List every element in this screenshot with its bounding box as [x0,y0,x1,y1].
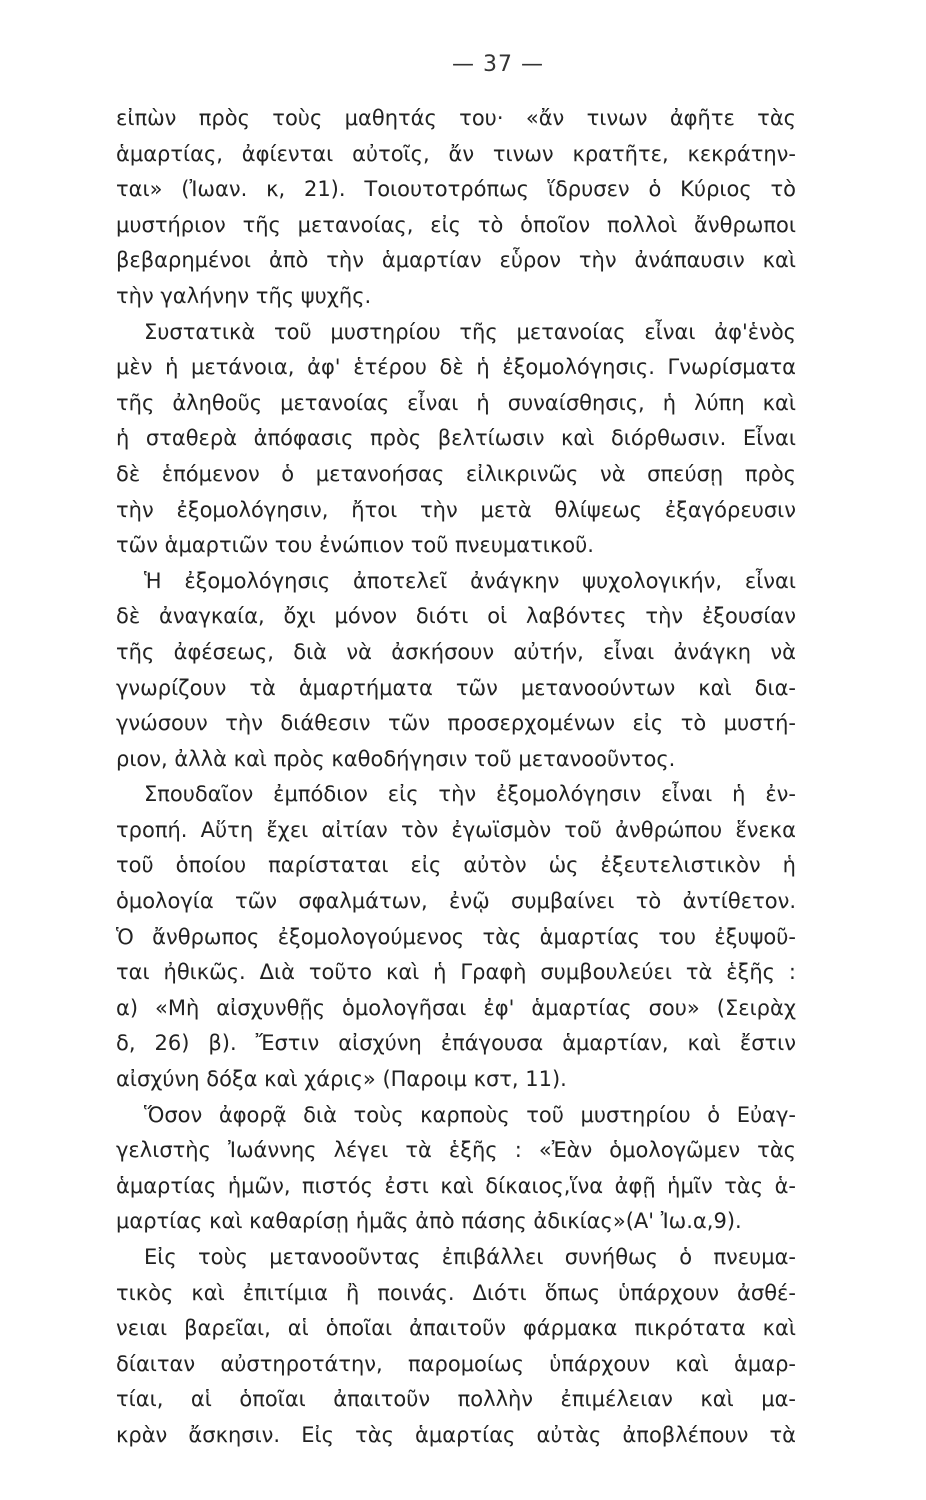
text-line: ριον, ἀλλὰ καὶ πρὸς καθοδήγησιν τοῦ μετανοοῦντος. [116,746,676,771]
text-line: δὲ ἑπόμενον ὁ μετανοήσας εἰλικρινῶς νὰ σπεύσῃ πρὸς [116,461,796,486]
text-line: ται ἠθικῶς. Διὰ τοῦτο καὶ ἡ Γραφὴ συμβουλεύει τὰ ἑξῆς : [116,960,796,985]
text-line: τὴν ἐξομολόγησιν, ἤτοι τὴν μετὰ θλίψεως ἐξαγόρευσιν [116,497,796,522]
text-line: κρὰν ἄσκησιν. Εἰς τὰς ἁμαρτίας αὐτὰς ἀποβλέπουν τὰ [116,1422,796,1447]
text-line: Εἰς τοὺς μετανοοῦντας ἐπιβάλλει συνήθως ὁ πνευμα- [144,1245,796,1269]
text-line: Συστατικὰ τοῦ μυστηρίου τῆς μετανοίας εἶναι ἀφ'ἑνὸς [144,319,796,344]
text-line: μυστήριον τῆς μετανοίας, εἰς τὸ ὁποῖον πολλοὶ ἄνθρωποι [116,212,796,237]
text-line: γνωρίζουν τὰ ἁμαρτήματα τῶν μετανοούντων καὶ δια- [116,675,796,700]
text-line: μαρτίας καὶ καθαρίσῃ ἡμᾶς ἀπὸ πάσης ἀδικίας»(Α' Ἰω.α,9). [116,1209,742,1234]
text-line: ἁμαρτίας ἡμῶν, πιστός ἐστι καὶ δίκαιος,ἵνα ἀφῇ ἡμῖν τὰς ἁ- [116,1173,796,1198]
text-line: Ὅσον ἀφορᾷ διὰ τοὺς καρποὺς τοῦ μυστηρίου ὁ Εὐαγ- [144,1102,796,1127]
text-line: τῆς ἀφέσεως, διὰ νὰ ἀσκήσουν αὐτήν, εἶναι ἀνάγκη νὰ [116,639,796,664]
text-line: βεβαρημένοι ἀπὸ τὴν ἁμαρτίαν εὗρον τὴν ἀνάπαυσιν καὶ [116,248,796,273]
body-text [116,101,796,1454]
text-line: μὲν ἡ μετάνοια, ἀφ' ἑτέρου δὲ ἡ ἐξομολόγησις. Γνωρίσματα [116,355,796,380]
text-line: τίαι, αἱ ὁποῖαι ἀπαιτοῦν πολλὴν ἐπιμέλειαν καὶ μα- [116,1387,796,1412]
text-line: δ, 26) β). Ἔστιν αἰσχύνη ἐπάγουσα ἁμαρτίαν, καὶ ἔστιν [116,1031,796,1056]
text-line: γνώσουν τὴν διάθεσιν τῶν προσερχομένων εἰς τὸ μυστή- [116,711,796,736]
text-line: Σπουδαῖον ἐμπόδιον εἰς τὴν ἐξομολόγησιν εἶναι ἡ ἐν- [144,782,796,807]
text-line: ἡ σταθερὰ ἀπόφασις πρὸς βελτίωσιν καὶ διόρθωσιν. Εἶναι [116,426,796,451]
text-line: α) «Μὴ αἰσχυνθῇς ὁμολογῆσαι ἐφ' ἁμαρτίας σου» (Σειρὰχ [116,995,796,1020]
text-line: γελιστὴς Ἰωάννης λέγει τὰ ἑξῆς : «Ἐὰν ὁμολογῶμεν τὰς [116,1138,796,1163]
text-line: αἰσχύνη δόξα καὶ χάρις» (Παροιμ κστ, 11). [116,1067,567,1092]
text-line: τῶν ἁμαρτιῶν του ἐνώπιον τοῦ πνευματικοῦ. [116,533,594,558]
text-line: νειαι βαρεῖαι, αἱ ὁποῖαι ἀπαιτοῦν φάρμακα πικρότατα καὶ [116,1316,796,1341]
text-line: δὲ ἀναγκαία, ὄχι μόνον διότι οἱ λαβόντες τὴν ἐξουσίαν [116,604,796,629]
text-line: τικὸς καὶ ἐπιτίμια ἢ ποινάς. Διότι ὅπως ὑπάρχουν ἀσθέ- [116,1280,796,1305]
text-line: τῆς ἀληθοῦς μετανοίας εἶναι ἡ συναίσθησις, ἡ λύπη καὶ [116,390,796,415]
text-line: Ἡ ἐξομολόγησις ἀποτελεῖ ἀνάγκην ψυχολογικήν, εἶναι [144,568,796,593]
text-line: εἰπὼν πρὸς τοὺς μαθητάς του· «ἄν τινων ἀφῆτε τὰς [116,106,796,130]
text-line: ὁμολογία τῶν σφαλμάτων, ἐνῷ συμβαίνει τὸ ἀντίθετον. [116,889,796,914]
text-line: τοῦ ὁποίου παρίσταται εἰς αὐτὸν ὡς ἐξευτελιστικὸν ἡ [116,853,796,878]
text-line: τὴν γαλήνην τῆς ψυχῆς. [116,283,372,308]
text-line: Ὁ ἄνθρωπος ἐξομολογούμενος τὰς ἁμαρτίας του ἐξυψοῦ- [116,924,796,949]
text-line: ται» (Ἰωαν. κ, 21). Τοιουτοτρόπως ἵδρυσεν ὁ Κύριος τὸ [116,177,796,202]
page-number: — 37 — [452,52,544,77]
text-line: δίαιταν αὐστηροτάτην, παρομοίως ὑπάρχουν καὶ ἁμαρ- [116,1351,796,1376]
text-line: ἁμαρτίας, ἀφίενται αὐτοῖς, ἄν τινων κρατῆτε, κεκράτην- [116,141,796,166]
text-line: τροπή. Αὕτη ἔχει αἰτίαν τὸν ἐγωϊσμὸν τοῦ ἀνθρώπου ἕνεκα [116,817,796,842]
